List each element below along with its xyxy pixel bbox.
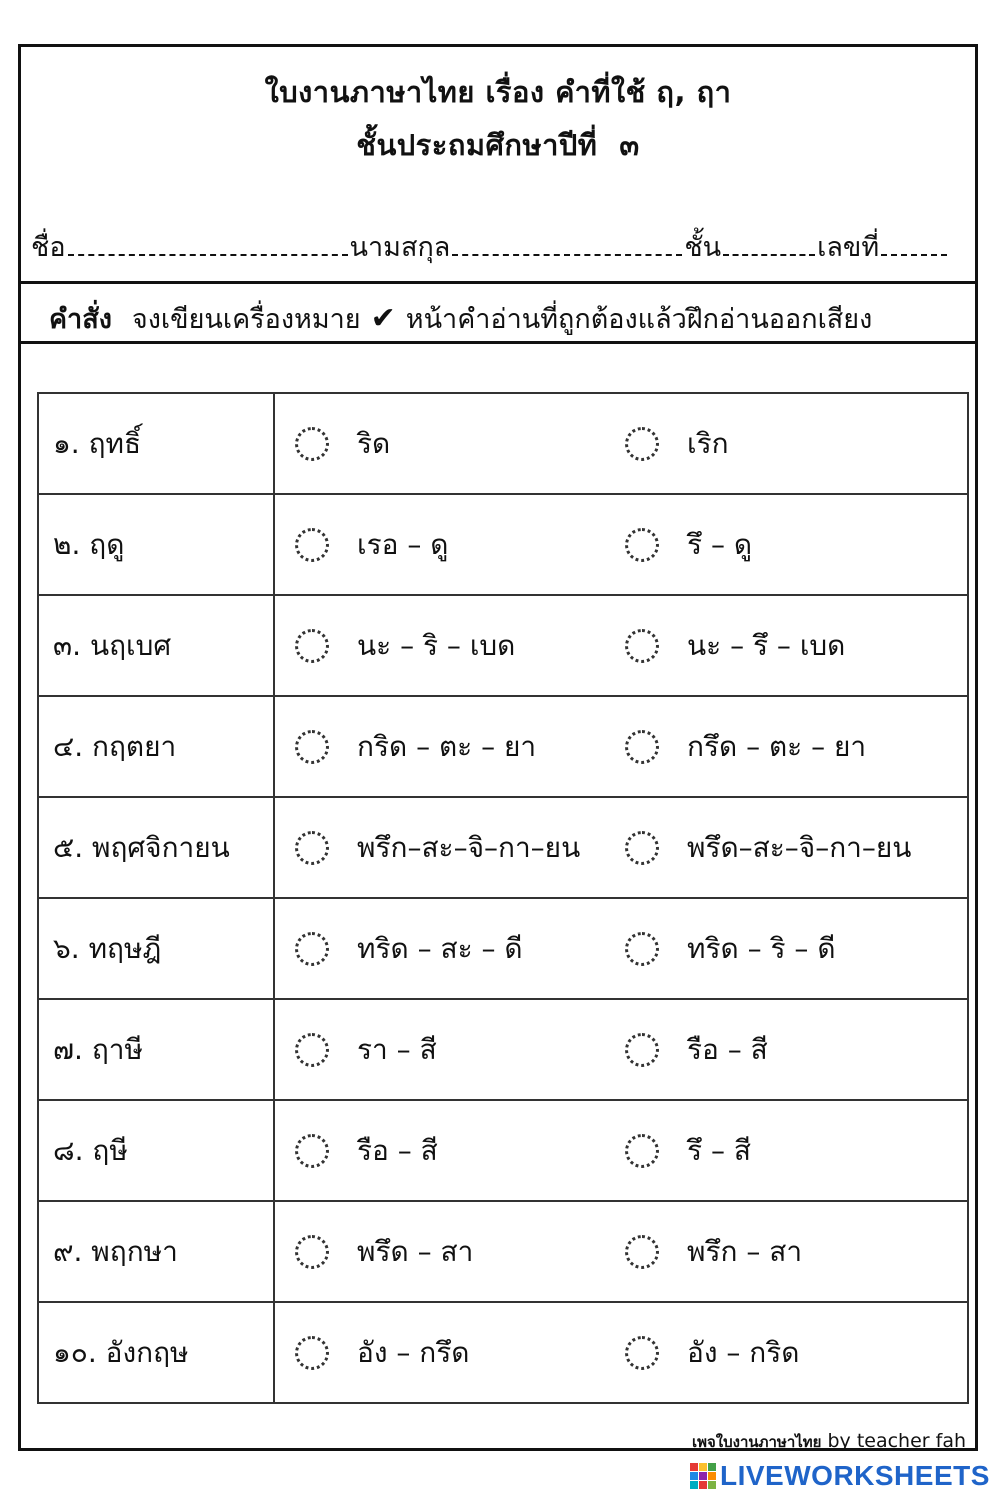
quiz-row (38, 696, 968, 797)
quiz-word: ๙. พฤกษา (38, 1201, 274, 1302)
quiz-options (274, 696, 968, 797)
option-a-text: อัง – กรึด (357, 1335, 470, 1369)
quiz-row (38, 999, 968, 1100)
option-a-text: ริด (357, 426, 391, 460)
option-b-text: นะ – รึ – เบด (687, 628, 846, 662)
quiz-word: ๗. ฤาษี (38, 999, 274, 1100)
option-a[interactable] (295, 422, 390, 466)
quiz-word: ๘. ฤษี (38, 1100, 274, 1201)
option-b-text: อัง – กริด (687, 1335, 800, 1369)
quiz-row (38, 797, 968, 898)
quiz-options (274, 393, 968, 494)
option-b[interactable] (625, 1129, 751, 1173)
answer-circle[interactable] (625, 1336, 659, 1370)
option-b[interactable] (625, 826, 911, 870)
option-a-text: พรึด – สา (357, 1234, 474, 1268)
option-b[interactable] (625, 624, 845, 668)
check-mark-icon: ✔ (370, 301, 396, 336)
quiz-row (38, 1201, 968, 1302)
option-a-text: รือ – สี (357, 1133, 438, 1167)
name-label: ชื่อ (31, 232, 66, 263)
quiz-options (274, 1201, 968, 1302)
option-b[interactable] (625, 422, 729, 466)
option-a-text: กริด – ตะ – ยา (357, 729, 537, 763)
answer-circle[interactable] (625, 528, 659, 562)
answer-circle[interactable] (295, 528, 329, 562)
quiz-options (274, 797, 968, 898)
quiz-options (274, 595, 968, 696)
option-a-text: เรอ – ดู (357, 527, 449, 561)
name-blank[interactable] (68, 230, 348, 256)
credit-thai: เพจใบงานภาษาไทย (691, 1433, 822, 1451)
option-b[interactable] (625, 927, 836, 971)
answer-circle[interactable] (625, 730, 659, 764)
quiz-options (274, 999, 968, 1100)
grade-subtitle (21, 122, 975, 168)
credit-author: by teacher fah (827, 1430, 966, 1452)
grade-label: ชั้นประถมศึกษาปีที่ (356, 128, 598, 162)
answer-circle[interactable] (295, 1134, 329, 1168)
option-b[interactable] (625, 1230, 802, 1274)
option-a-text: ทริด – สะ – ดี (357, 931, 523, 965)
option-a-text: รา – สี (357, 1032, 437, 1066)
divider (21, 341, 975, 344)
option-b-text: รึ – สี (687, 1133, 751, 1167)
quiz-word: ๔. กฤตยา (38, 696, 274, 797)
quiz-word: ๒. ฤดู (38, 494, 274, 595)
option-a[interactable] (295, 523, 448, 567)
option-a[interactable] (295, 1331, 469, 1375)
option-b-text: รือ – สี (687, 1032, 768, 1066)
option-b-text: พรึด–สะ–จิ–กา–ยน (687, 830, 912, 864)
quiz-options (274, 1100, 968, 1201)
quiz-options (274, 1302, 968, 1403)
instruction-text-before: จงเขียนเครื่องหมาย (131, 304, 361, 335)
option-a-text: นะ – ริ – เบด (357, 628, 516, 662)
answer-circle[interactable] (625, 1033, 659, 1067)
answer-circle[interactable] (295, 831, 329, 865)
worksheet-header (21, 47, 975, 281)
quiz-row (38, 1100, 968, 1201)
answer-circle[interactable] (625, 629, 659, 663)
option-a[interactable] (295, 826, 580, 870)
liveworksheets-logo[interactable] (690, 1460, 990, 1492)
quiz-row (38, 595, 968, 696)
option-a-text: พรึก–สะ–จิ–กา–ยน (357, 830, 581, 864)
quiz-options (274, 898, 968, 999)
option-b-text: เริก (687, 426, 729, 460)
surname-blank[interactable] (452, 230, 682, 256)
option-a[interactable] (295, 725, 536, 769)
answer-circle[interactable] (295, 730, 329, 764)
option-b-text: พรึก – สา (687, 1234, 803, 1268)
answer-circle[interactable] (295, 427, 329, 461)
option-a[interactable] (295, 624, 515, 668)
option-b[interactable] (625, 1331, 799, 1375)
quiz-word: ๑๐. อังกฤษ (38, 1302, 274, 1403)
answer-circle[interactable] (625, 427, 659, 461)
answer-circle[interactable] (295, 1235, 329, 1269)
quiz-word: ๖. ทฤษฎี (38, 898, 274, 999)
quiz-row (38, 898, 968, 999)
quiz-row (38, 494, 968, 595)
logo-grid-icon (690, 1463, 716, 1489)
grade-number: ๓ (619, 128, 640, 162)
instruction-lead: คำสั่ง (49, 304, 112, 335)
class-blank[interactable] (723, 230, 815, 256)
quiz-table (37, 392, 969, 1404)
instruction-text-after: หน้าคำอ่านที่ถูกต้องแล้วฝึกอ่านออกเสียง (405, 304, 873, 335)
class-label: ชั้น (684, 232, 722, 263)
quiz-word: ๓. นฤเบศ (38, 595, 274, 696)
quiz-word: ๑. ฤทธิ์ (38, 393, 274, 494)
number-blank[interactable] (881, 230, 947, 256)
option-b-text: กรึด – ตะ – ยา (687, 729, 867, 763)
answer-circle[interactable] (625, 1134, 659, 1168)
student-info-line (31, 225, 971, 268)
quiz-options (274, 494, 968, 595)
option-b[interactable] (625, 725, 866, 769)
answer-circle[interactable] (295, 932, 329, 966)
option-b[interactable] (625, 1028, 768, 1072)
divider (21, 281, 975, 284)
option-b-text: ทริด – ริ – ดี (687, 931, 836, 965)
option-a[interactable] (295, 1028, 437, 1072)
credit-line (692, 1430, 966, 1454)
option-b-text: รึ – ดู (687, 527, 753, 561)
quiz-word: ๕. พฤศจิกายน (38, 797, 274, 898)
answer-circle[interactable] (625, 932, 659, 966)
quiz-row (38, 1302, 968, 1403)
answer-circle[interactable] (295, 629, 329, 663)
answer-circle[interactable] (625, 1235, 659, 1269)
surname-label: นามสกุล (349, 232, 451, 263)
worksheet-frame (18, 44, 978, 1451)
answer-circle[interactable] (625, 831, 659, 865)
instruction-line (49, 297, 872, 340)
option-a[interactable] (295, 1129, 438, 1173)
quiz-row (38, 393, 968, 494)
answer-circle[interactable] (295, 1033, 329, 1067)
option-a[interactable] (295, 927, 523, 971)
answer-circle[interactable] (295, 1336, 329, 1370)
number-label: เลขที่ (817, 232, 880, 263)
option-b[interactable] (625, 523, 752, 567)
worksheet-title: ใบงานภาษาไทย เรื่อง คำที่ใช้ ฤ, ฤา (264, 75, 732, 109)
brand-text: LIVEWORKSHEETS (720, 1460, 990, 1491)
option-a[interactable] (295, 1230, 473, 1274)
